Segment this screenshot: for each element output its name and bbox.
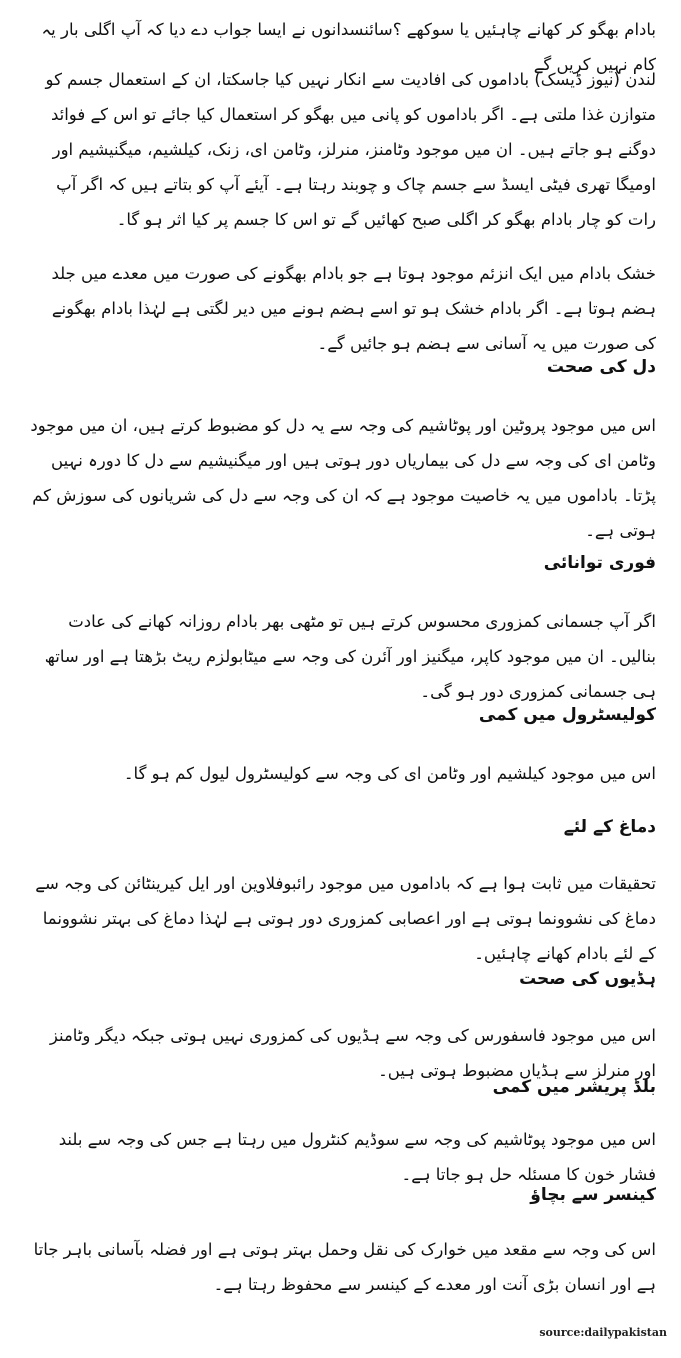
paragraph-cancer-prevention: اس کی وجہ سے مقعد میں خوارک کی نقل وحمل بہتر ہوتی ہے اور فضلہ بآسانی باہر جاتا ہے اور انسان بڑی آنت اور معدے کے کینسر سے محفوظ رہتا ہے۔ [33,1240,656,1294]
heading-bone-health: ہڈیوں کی صحت [519,969,656,989]
paragraph-instant-energy: اگر آپ جسمانی کمزوری محسوس کرتے ہیں تو مٹھی بھر بادام روزانہ کھانے کی عادت بنالیں۔ ان میں موجود کاپر، میگنیز اور آئرن کی وجہ سے میٹابولزم ریٹ بڑھتا ہے اور ساتھ ہی جسمانی کمزوری دور ہو گی۔ [44,612,656,701]
heading-heart-health: دل کی صحت [546,357,656,377]
heading-brain: دماغ کے لئے [563,817,656,837]
article-title: بادام بھگو کر کھانے چاہئیں یا سوکھے ؟سائنسدانوں نے ایسا جواب دے دیا کہ آپ اگلی بار یہ کام نہیں کریں گے [41,20,656,74]
paragraph-cholesterol: اس میں موجود کیلشیم اور وٹامن ای کی وجہ سے کولیسٹرول لیول کم ہو گا۔ [123,764,656,783]
intro-paragraph: لندن (نیوز ڈیسک) باداموں کی افادیت سے انکار نہیں کیا جاسکتا، ان کے استعمال جسم کو متوازن غذا ملتی ہے۔ اگر باداموں کو پانی میں بھگو کر استعمال کیا جائے تو اس کے فوائد دوگنے ہو جاتے ہیں۔ ان میں موجود وٹامنز، منرلز، وٹامن ای، زنک، کیلشیم، میگنیشیم اور اومیگا تھری فیٹی ایسڈ سے جسم چاک و چوبند رہتا ہے۔ آیئے آپ کو بتاتے ہیں کہ اگر آپ رات کو چار بادام بھگو کر اگلی صبح کھائیں گے تو اس کا جسم پر کیا اثر ہو گا۔ [45,70,656,229]
heading-blood-pressure: بلڈ پریشر میں کمی [492,1077,656,1097]
paragraph-blood-pressure: اس میں موجود پوٹاشیم کی وجہ سے سوڈیم کنٹرول میں رہتا ہے جس کی وجہ سے بلند فشار خون کا مسئلہ حل ہو جاتا ہے۔ [58,1130,656,1184]
heading-cancer-prevention: کینسر سے بچاؤ [530,1185,656,1205]
source-credit: source:dailypakistan [539,1326,667,1339]
heading-cholesterol: کولیسٹرول میں کمی [478,705,656,725]
paragraph-brain: تحقیقات میں ثابت ہوا ہے کہ باداموں میں موجود رائبوفلاوین اور ایل کیرینٹائن کی وجہ سے دماغ کی نشوونما ہوتی ہے اور اعصابی کمزوری دور ہوتی ہے لہٰذا دماغ کی بہتر نشوونما کے لئے بادام کھانے چاہئیں۔ [35,874,656,963]
paragraph-heart-health: اس میں موجود پروٹین اور پوٹاشیم کی وجہ سے یہ دل کو مضبوط کرتے ہیں، ان میں موجود وٹامن ای کی وجہ سے دل کی بیماریاں دور ہوتی ہیں اور میگنیشیم سے دل کا دورہ نہیں پڑتا۔ باداموں میں یہ خاصیت موجود ہے کہ ان کی وجہ سے دل کی شریانوں کی سوزش کم ہوتی ہے۔ [30,416,656,540]
heading-instant-energy: فوری توانائی [543,553,656,573]
paragraph-bone-health: اس میں موجود فاسفورس کی وجہ سے ہڈیوں کی کمزوری نہیں ہوتی جبکہ دیگر وٹامنز اور منرلز سے ہڈیاں مضبوط ہوتی ہیں۔ [49,1026,656,1080]
dry-almonds-paragraph: خشک بادام میں ایک انزئم موجود ہوتا ہے جو بادام بھگونے کی صورت میں معدے میں جلد ہضم ہوتا ہے۔ اگر بادام خشک ہو تو اسے ہضم ہونے میں دیر لگتی ہے لہٰذا بادام بھگونے کی صورت میں یہ آسانی سے ہضم ہو جائیں گے۔ [51,264,656,353]
